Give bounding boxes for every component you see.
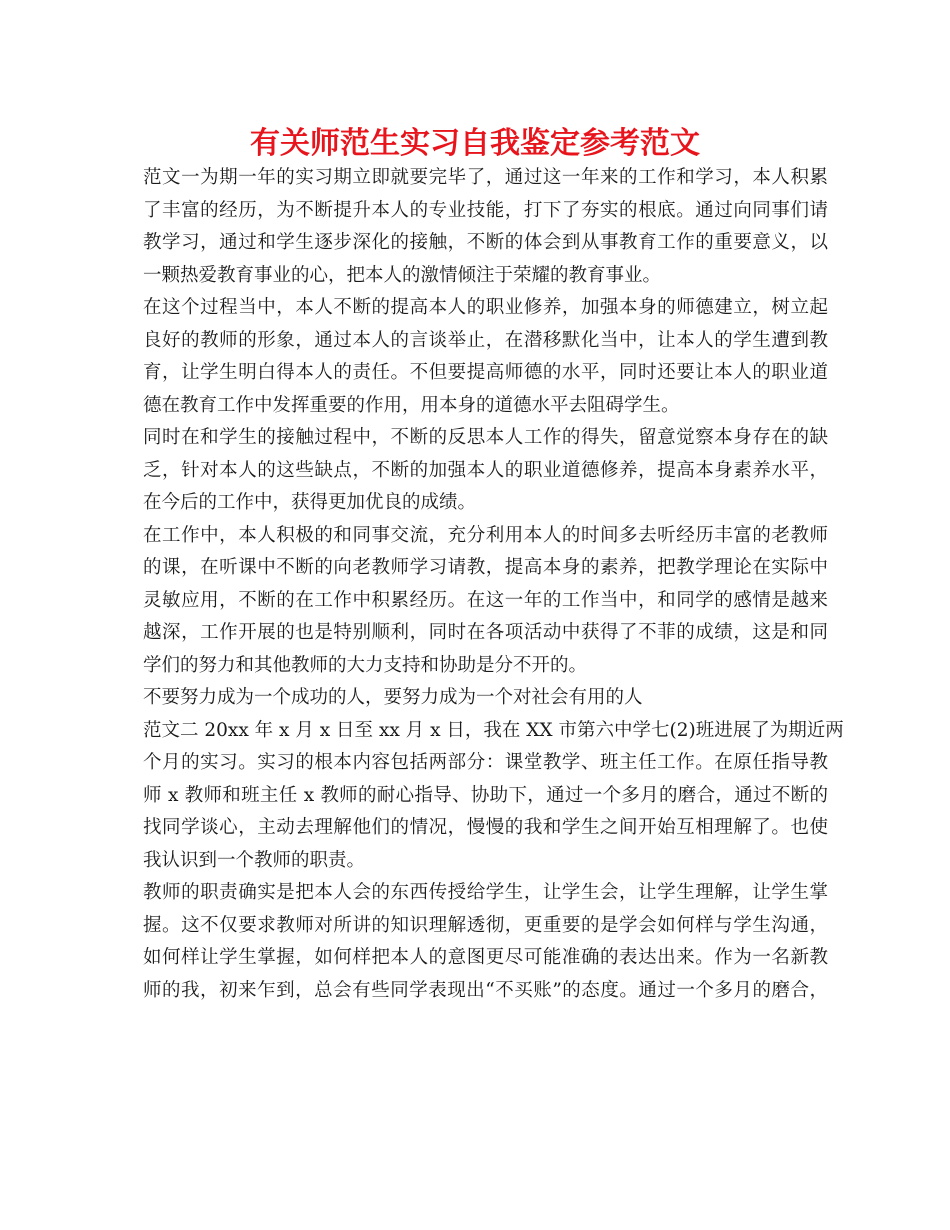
text-line: 德在教育工作中发挥重要的作用，用本身的道德水平去阻碍学生。 — [143, 394, 680, 416]
text-line: 我认识到一个教师的职责。 — [143, 849, 366, 871]
text-line: 教学习，通过和学生逐步深化的接触，不断的体会到从事教育工作的重要意义，以 — [143, 232, 828, 253]
text-line: 乏，针对本人的这些缺点，不断的加强本人的职业道德修养，提高本身素养水平， — [143, 459, 828, 481]
document-title: 有关师范生实习自我鉴定参考范文 — [250, 126, 700, 161]
text-line: 在今后的工作中，获得更加优良的成绩。 — [143, 492, 477, 513]
text-line: 教师的职责确实是把本人会的东西传授给学生，让学生会，让学生理解，让学生掌 — [143, 882, 828, 903]
text-line: 的课，在听课中不断的向老教师学习请教，提高本身的素养，把教学理论在实际中 — [143, 557, 828, 578]
text-line: 师的我，初来乍到，总会有些同学表现出“不买账”的态度。通过一个多月的磨合， — [143, 979, 828, 1001]
text-line: 个月的实习。实习的根本内容包括两部分：课堂教学、班主任工作。在原任指导教 — [143, 752, 828, 773]
document-body — [143, 162, 844, 1007]
text-line: 学们的努力和其他教师的大力支持和协助是分不开的。 — [143, 654, 588, 676]
text-line: 师 x 教师和班主任 x 教师的耐心指导、协助下，通过一个多月的磨合，通过不断的 — [143, 784, 828, 806]
text-line: 不要努力成为一个成功的人，要努力成为一个对社会有用的人 — [143, 687, 643, 708]
text-line: 一颗热爱教育事业的心，把本人的激情倾注于荣耀的教育事业。 — [143, 264, 662, 286]
text-line: 灵敏应用，不断的在工作中积累经历。在这一年的工作当中，和同学的感情是越来 — [143, 589, 828, 611]
text-line: 在这个过程当中，本人不断的提高本人的职业修养，加强本身的师德建立，树立起 — [143, 297, 828, 318]
text-line: 范文二 20xx 年 x 月 x 日至 xx 月 x 日，我在 XX 市第六中学七(2)班进展了为期近两 — [143, 719, 844, 741]
text-line: 找同学谈心，主动去理解他们的情况，慢慢的我和学生之间开始互相理解了。也使 — [143, 817, 828, 838]
text-line: 育，让学生明白得本人的责任。不但要提高师德的水平，同时还要让本人的职业道 — [143, 362, 828, 383]
text-line: 越深，工作开展的也是特别顺利，同时在各项活动中获得了不菲的成绩，这是和同 — [143, 622, 828, 643]
text-line: 如何样让学生掌握，如何样把本人的意图更尽可能准确的表达出来。作为一名新教 — [143, 947, 828, 968]
text-line: 范文一为期一年的实习期立即就要完毕了，通过这一年来的工作和学习，本人积累 — [143, 167, 828, 188]
text-line: 良好的教师的形象，通过本人的言谈举止，在潜移默化当中，让本人的学生遭到教 — [143, 329, 828, 351]
text-line: 了丰富的经历，为不断提升本人的专业技能，打下了夯实的根底。通过向同事们请 — [143, 199, 828, 221]
text-line: 同时在和学生的接触过程中，不断的反思本人工作的得失，留意觉察本身存在的缺 — [143, 427, 828, 448]
text-line: 握。这不仅要求教师对所讲的知识理解透彻，更重要的是学会如何样与学生沟通， — [143, 914, 828, 936]
text-line: 在工作中，本人积极的和同事交流，充分利用本人的时间多去听经历丰富的老教师 — [143, 524, 828, 546]
